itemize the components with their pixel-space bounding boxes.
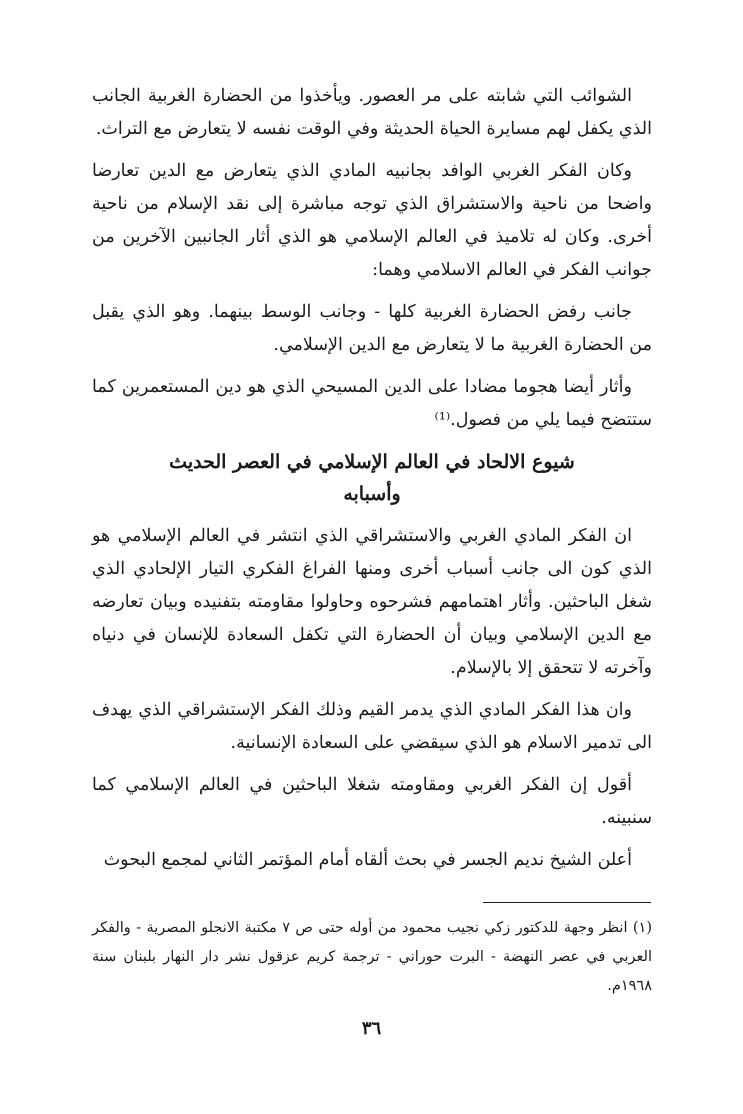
footnote: (١) انظر وجهة للدكتور زكي نجيب محمود من أوله حتى ص ٧ مكتبة الانجلو المصرية - والفكر العربي في عصر النهضة - البرت حوراني - ترجمة كريم عزقول نشر دار النهار بلبنان سنة ١٩٦٨م. xyxy=(92,920,653,994)
page-number: ٣٦ xyxy=(361,1018,382,1039)
paragraph-6: وان هذا الفكر المادي الذي يدمر القيم وذلك الفكر الإستشراقي الذي يهدف الى تدمير الاسلام هو الذي سيقضي على السعادة الإنسانية. xyxy=(92,700,652,753)
page-body xyxy=(92,80,652,886)
paragraph-2: وكان الفكر الغربي الوافد بجانبيه المادي الذي يتعارض مع الدين تعارضا واضحا من ناحية والاستشراق الذي توجه مباشرة إلى نقد الإسلام من ناحية أخرى. وكان له تلاميذ في العالم الإسلامي هو الذي أثار الجانبين الآخرين من جوانب الفكر في العالم الاسلامي وهما: xyxy=(92,161,652,280)
paragraph-7: أقول إن الفكر الغربي ومقاومته شغلا الباحثين في العالم الإسلامي كما سنبينه. xyxy=(92,775,652,828)
section-heading-line-1: شيوع الالحاد في العالم الإسلامي في العصر الحديث xyxy=(169,451,575,473)
paragraph-5: ان الفكر المادي الغربي والاستشراقي الذي انتشر في العالم الإسلامي هو الذي كون الى جانب أسباب أخرى ومنها الفراغ الفكري التيار الإلحادي الذي شغل الباحثين. وأثار اهتمامهم فشرحوه وحاولوا مقاومته بتفنيده وبيان تعارضه مع الدين الإسلامي وبيان أن الحضارة التي تكفل السعادة للإنسان في دنياه وآخرته لا تتحقق إلا بالإسلام. xyxy=(92,526,652,678)
section-heading-line-2: وأسبابه xyxy=(343,483,401,505)
paragraph-4: وأثار أيضا هجوما مضادا على الدين المسيحي الذي هو دين المستعمرين كما ستتضح فيما يلي من فصول.⁽¹⁾ xyxy=(92,377,652,430)
footnote-divider xyxy=(483,902,651,903)
paragraph-1: الشوائب التي شابته على مر العصور. ويأخذوا من الحضارة الغربية الجانب الذي يكفل لهم مسايرة الحياة الحديثة وفي الوقت نفسه لا يتعارض مع التراث. xyxy=(92,86,652,139)
paragraph-8: أعلن الشيخ نديم الجسر في بحث ألقاه أمام المؤتمر الثاني لمجمع البحوث xyxy=(103,850,632,870)
section-heading xyxy=(92,446,652,510)
paragraph-3: جانب رفض الحضارة الغربية كلها - وجانب الوسط بينهما. وهو الذي يقبل من الحضارة الغربية ما لا يتعارض مع الدين الإسلامي. xyxy=(92,302,652,355)
